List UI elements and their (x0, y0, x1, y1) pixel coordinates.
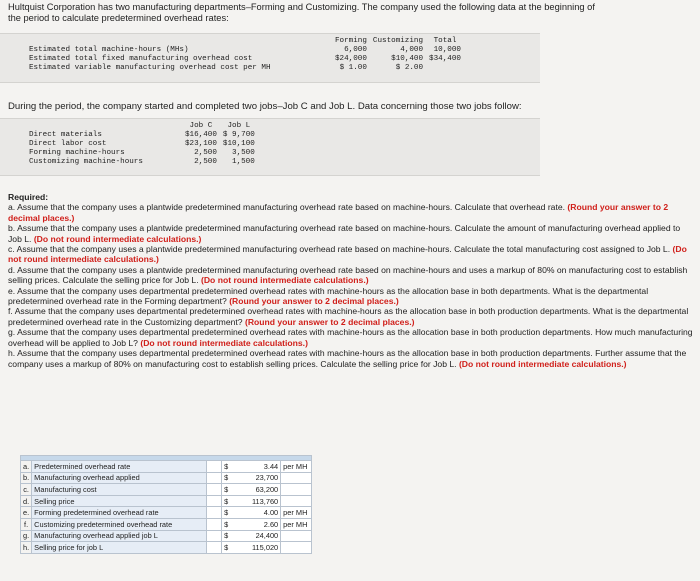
table-row (26, 149, 258, 158)
cell: $23,100 (185, 140, 217, 148)
cell: 2,500 (194, 149, 217, 157)
answer-letter: d. (21, 495, 32, 507)
answer-input[interactable]: 63,200 (234, 484, 281, 496)
answer-label: Selling price for job L (32, 542, 207, 554)
cell: $34,400 (429, 55, 461, 63)
job-header-l: Job L (227, 122, 251, 130)
row-label: Estimated total fixed manufacturing overhead cost (29, 55, 253, 63)
cell: 1,500 (232, 158, 255, 166)
item-note: (Do not round intermediate calculations.) (140, 337, 308, 348)
cell: $10,400 (391, 55, 424, 63)
required-section (8, 192, 693, 369)
answer-label: Selling price (32, 495, 207, 507)
answer-input[interactable]: 3.44 (234, 461, 281, 473)
answer-letter: h. (21, 542, 32, 554)
table-row (26, 131, 258, 140)
answer-unit (281, 530, 312, 542)
answer-unit (281, 484, 312, 496)
department-data-box (0, 33, 540, 83)
cell: 4,000 (400, 46, 424, 54)
answer-letter: f. (21, 518, 32, 530)
table-row (21, 461, 312, 473)
table-row (26, 46, 464, 55)
answer-label: Forming predetermined overhead rate (32, 507, 207, 519)
cell: 10,000 (433, 46, 461, 54)
item-note: (Do not round intermediate calculations.) (8, 244, 687, 265)
answer-letter: b. (21, 472, 32, 484)
table-row (21, 507, 312, 519)
job-table (26, 122, 258, 167)
answer-currency: $ (222, 542, 235, 554)
answer-label: Manufacturing overhead applied (32, 472, 207, 484)
answer-unit (281, 542, 312, 554)
cell: 3,500 (232, 149, 255, 157)
item-text: e. Assume that the company uses departmental predetermined overhead rates with machine-hours as the allocation base in both departments. What is the departmental predetermined overhead rate in the Forming department? (8, 285, 649, 307)
table-row (21, 484, 312, 496)
table-row (21, 495, 312, 507)
answer-label: Manufacturing overhead applied job L (32, 530, 207, 542)
item-text: h. Assume that the company uses departmental predetermined overhead rates with machine-hours as the allocation base in both production departments. Further assume that the company uses a markup of 80% on manufacturing cost to establish selling prices. Calculate the selling price for Job L. (8, 348, 687, 369)
cell (426, 64, 464, 73)
answer-letter: g. (21, 530, 32, 542)
answer-input[interactable]: 4.00 (234, 507, 281, 519)
job-header-c: Job C (189, 122, 213, 130)
required-item-c (8, 244, 693, 265)
answer-unit: per MH (281, 461, 312, 473)
job-data-box (0, 118, 540, 176)
cell: 6,000 (344, 46, 367, 54)
item-text: d. Assume that the company uses a plantwide predetermined manufacturing overhead rate based on machine-hours and uses a markup of 80% on manufacturing cost to establish selling prices. Calculate the selling price for Job L. (8, 264, 688, 286)
row-label: Customizing machine-hours (29, 158, 143, 166)
item-text: b. Assume that the company uses a plantwide predetermined manufacturing overhead rate based on machine-hours. Calculate the amount of manufacturing overhead applied to Job L. (8, 223, 681, 244)
cell: $24,000 (335, 55, 367, 63)
answer-currency: $ (222, 461, 235, 473)
answer-letter: e. (21, 507, 32, 519)
answer-currency: $ (222, 507, 235, 519)
row-label: Estimated total machine-hours (MHs) (29, 46, 189, 54)
item-note: (Do not round intermediate calculations.) (200, 275, 369, 286)
table-row (21, 542, 312, 554)
item-note: (Do not round intermediate calculations.) (458, 358, 627, 369)
row-label: Direct materials (29, 131, 102, 139)
answer-input[interactable]: 23,700 (234, 472, 281, 484)
answer-input[interactable]: 2.60 (234, 518, 281, 530)
answer-table (20, 455, 312, 554)
answer-label: Customizing predetermined overhead rate (32, 518, 207, 530)
required-item-g (8, 327, 693, 348)
required-title: Required: (8, 192, 49, 202)
required-item-b (8, 223, 693, 244)
answer-input[interactable]: 24,400 (234, 530, 281, 542)
item-text: g. Assume that the company uses departmental predetermined overhead rates with machine-hours as the allocation base in both production departments. How much manufacturing overhead will be applied to Job L? (8, 327, 693, 348)
row-label: Estimated variable manufacturing overhead cost per MH (29, 64, 271, 72)
dept-header-total: Total (433, 37, 457, 45)
item-note: (Round your answer to 2 decimal places.) (244, 316, 415, 327)
table-row (21, 530, 312, 542)
table-row (26, 64, 464, 73)
answer-currency: $ (222, 518, 235, 530)
required-item-e (8, 286, 693, 307)
row-label: Direct labor cost (29, 140, 107, 148)
answer-unit: per MH (281, 518, 312, 530)
required-item-a (8, 202, 693, 223)
intro-text: Hultquist Corporation has two manufacturing departments–Forming and Customizing. The company used the following data at the beginning of the period to calculate predetermined overhead rates: (8, 2, 595, 23)
answer-currency: $ (222, 472, 235, 484)
answer-currency: $ (222, 495, 235, 507)
dept-header-customizing: Customizing (372, 37, 424, 45)
answer-letter: a. (21, 461, 32, 473)
answer-currency: $ (222, 484, 235, 496)
answer-label: Predetermined overhead rate (32, 461, 207, 473)
answer-input[interactable]: 113,760 (234, 495, 281, 507)
cell: $ 1.00 (339, 64, 367, 72)
table-row (26, 55, 464, 64)
table-row (26, 158, 258, 167)
required-item-f (8, 306, 693, 327)
item-text: a. Assume that the company uses a plantwide predetermined manufacturing overhead rate based on machine-hours. Calculate that overhead rate. (8, 202, 566, 213)
answer-unit (281, 495, 312, 507)
cell: $10,100 (222, 140, 255, 148)
table-row (26, 140, 258, 149)
table-row (21, 472, 312, 484)
department-table (26, 37, 464, 73)
item-text: f. Assume that the company uses departmental predetermined overhead rates with machine-hours as the allocation base in both production departments. What is the departmental predetermined overhead rate in the Customizing department? (8, 306, 689, 327)
table-row (21, 518, 312, 530)
row-label: Forming machine-hours (29, 149, 125, 157)
item-note: (Do not round intermediate calculations.) (33, 233, 202, 244)
item-note: (Round your answer to 2 decimal places.) (229, 296, 399, 307)
answer-label: Manufacturing cost (32, 484, 207, 496)
required-item-d (8, 265, 693, 286)
cell: $ 9,700 (222, 131, 255, 139)
cell: $16,400 (185, 131, 217, 139)
answer-unit: per MH (281, 507, 312, 519)
item-text: c. Assume that the company uses a plantwide predetermined manufacturing overhead rate based on machine-hours. Calculate the total manufacturing cost assigned to Job L. (8, 244, 671, 255)
dept-header-forming: Forming (335, 37, 367, 45)
period-text: During the period, the company started and completed two jobs–Job C and Job L. Data concerning those two jobs follow: (8, 101, 522, 112)
answer-input[interactable]: 115,020 (234, 542, 281, 554)
item-note: (Round your answer to 2 decimal places.) (8, 202, 669, 223)
answer-letter: c. (21, 484, 32, 496)
cell: $ 2.00 (395, 64, 424, 72)
cell: 2,500 (194, 158, 217, 166)
answer-unit (281, 472, 312, 484)
required-item-h (8, 348, 693, 369)
answer-currency: $ (222, 530, 235, 542)
